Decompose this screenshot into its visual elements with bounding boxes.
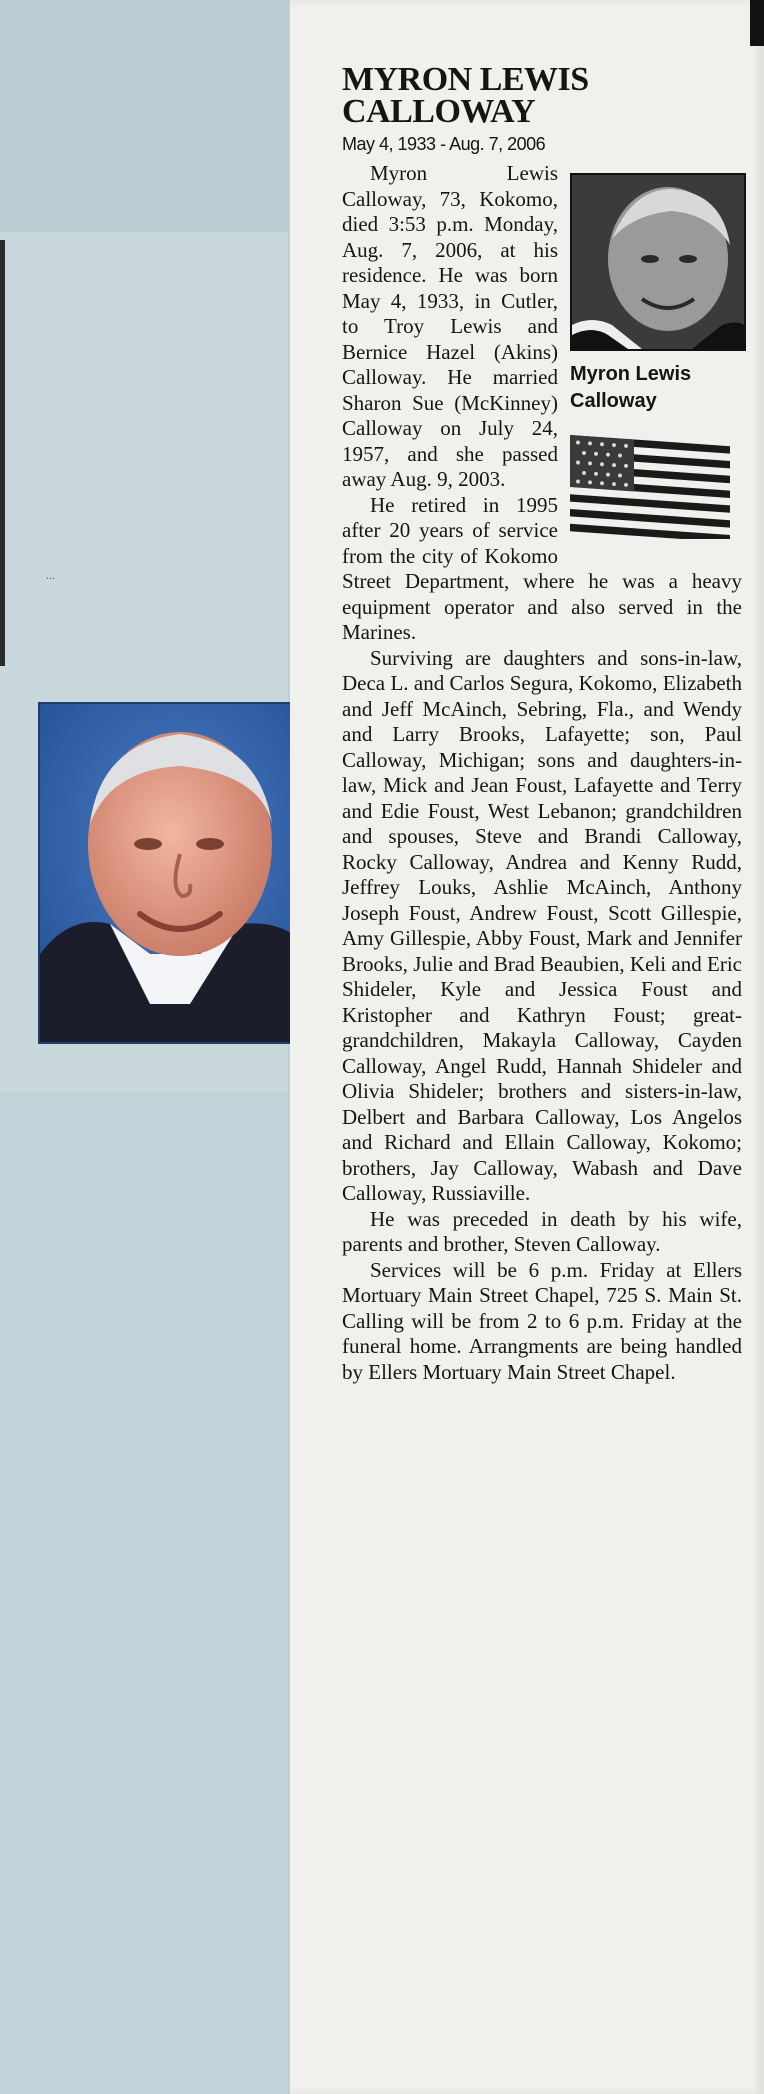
paragraph-intro: Myron Lewis Calloway, 73, Kokomo, died 3:53 p.m. Monday, Aug. 7, 2006, at his residence. He was born May 4, 1933, in Cutler, to Troy Lewis and Bernice Hazel (Akins) Calloway. He married Sharon Sue (McKinney) Calloway on July 24, 1957, and she passed away Aug. 9, 2003. bbox=[342, 161, 558, 491]
bw-portrait-image bbox=[572, 175, 744, 349]
paragraph-preceded: He was preceded in death by his wife, parents and brother, Steven Calloway. bbox=[342, 1206, 742, 1256]
dots-mark: ... bbox=[46, 568, 55, 582]
photo-block bbox=[570, 173, 746, 546]
left-panel bbox=[0, 0, 288, 2094]
life-dates: May 4, 1933 - Aug. 7, 2006 bbox=[342, 134, 546, 154]
obituary-content bbox=[342, 61, 742, 1385]
left-top-block bbox=[0, 0, 288, 232]
newspaper-clipping bbox=[290, 0, 764, 2094]
headline-line-2: CALLOWAY bbox=[342, 93, 536, 130]
caption-line-1: Myron Lewis bbox=[570, 363, 692, 385]
portrait-photo bbox=[40, 704, 312, 1042]
paragraph-career: He retired in 1995 after 20 years of service from the city of Kokomo Street Department, where he was a heavy equipment operator and also served in the Marines. bbox=[342, 492, 742, 644]
american-flag-icon bbox=[570, 435, 730, 539]
obituary-headline bbox=[342, 61, 742, 130]
clipping-tear-edge bbox=[750, 0, 764, 46]
color-portrait-photo bbox=[38, 702, 314, 1044]
paragraph-survivors: Surviving are daughters and sons-in-law, Deca L. and Carlos Segura, Kokomo, Elizabeth and Jeff McAinch, Sebring, Fla., and Wendy and Larry Brooks, Lafayette; son, Paul Calloway, Michigan; sons and daughters-in-law, Mick and Jean Foust, Lafayette and Terry and Edie Foust, West Lebanon; grandchildren and spouses, Steve and Brandi Calloway, Rocky Calloway, Andrea and Kenny Rudd, Jeffrey Louks, Ashlie McAinch, Anthony Joseph Foust, Andrew Foust, Scott Gillespie, Amy Gillespie, Abby Foust, Mark and Jennifer Brooks, Julie and Brad Beaubien, Keli and Eric Shideler, Kyle and Jessica Foust and Kristopher and Kathryn Foust; great- grandchildren, Makayla Calloway, Cayden Calloway, Angel Rudd, Hannah Shideler and Olivia Shideler; brothers and sisters-in-law, Delbert and Barbara Calloway, Los Angelos and Richard and Ellain Calloway, Kokomo; brothers, Jay Calloway, Wabash and Dave Calloway, Russiaville. bbox=[342, 645, 742, 1205]
headline-line-1: MYRON LEWIS bbox=[342, 61, 589, 98]
obituary-body bbox=[342, 161, 742, 1385]
left-edge-line bbox=[0, 240, 5, 666]
photo-caption bbox=[570, 361, 746, 415]
caption-line-2: Calloway bbox=[570, 390, 657, 412]
bw-portrait-photo bbox=[570, 173, 746, 351]
paragraph-services: Services will be 6 p.m. Friday at Ellers Mortuary Main Street Chapel, 725 S. Main St. Calling will be from 2 to 6 p.m. Friday at the funeral home. Arrangments are being handled by Ellers Mortuary Main Street Chapel. bbox=[342, 1257, 742, 1384]
